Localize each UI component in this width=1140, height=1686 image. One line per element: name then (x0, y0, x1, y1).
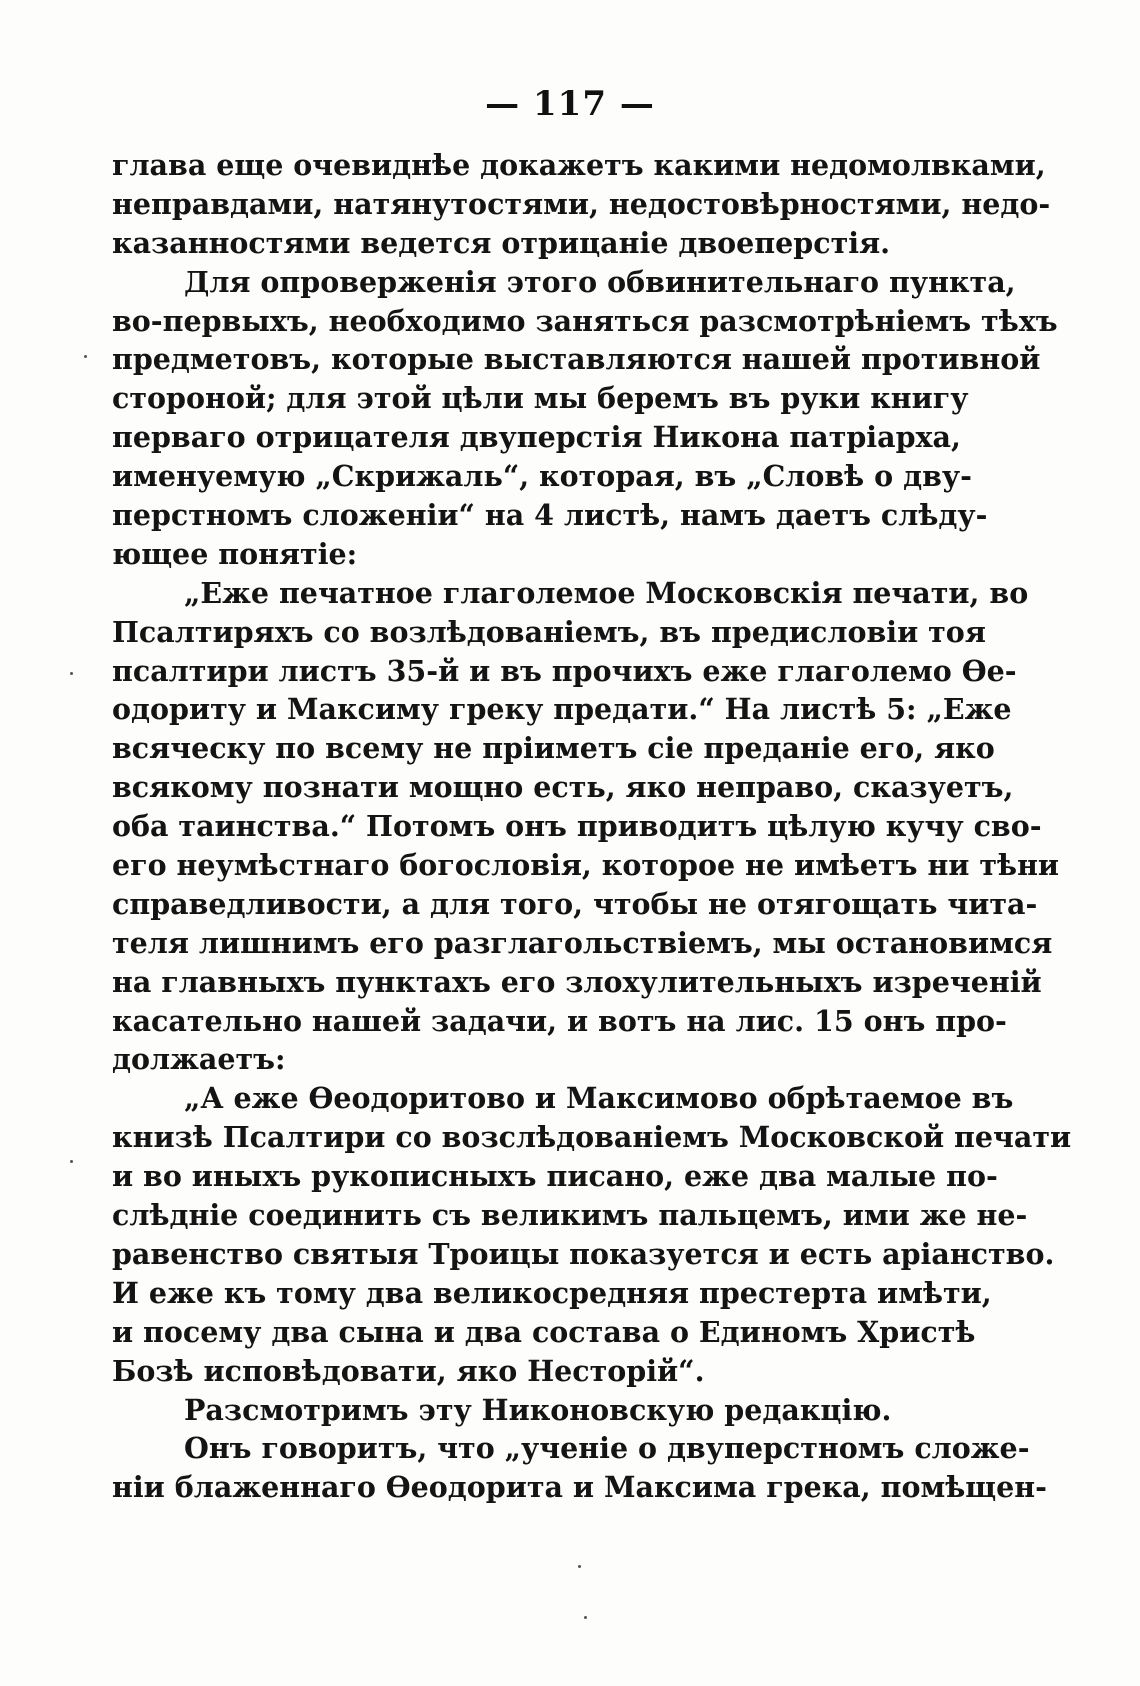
text-line: ніи блаженнаго Ѳеодорита и Максима грека, помѣщен- (112, 1470, 1047, 1505)
text-line: теля лишнимъ его разглагольствіемъ, мы остановимся (112, 925, 1053, 960)
quote-start-line: „Еже печатное глаголемое Московскія печати, во (184, 575, 1029, 610)
text-line: перваго отрицателя двуперстія Никона патріарха, (112, 420, 961, 455)
text-line: касательно нашей задачи, и вотъ на лис. 15 онъ про- (112, 1003, 1007, 1038)
quote-start-line: „А еже Ѳеодоритово и Максимово обрѣтаемое въ (184, 1081, 1014, 1116)
text-line: глава еще очевиднѣе докажетъ какими недомолвками, (112, 148, 1046, 182)
text-line: Бозѣ исповѣдовати, яко Несторій“. (112, 1353, 705, 1388)
text-line: во-первыхъ, необходимо заняться разсмотрѣніемъ тѣхъ (112, 303, 1058, 338)
text-line: всяческу по всему не пріиметъ сіе преданіе его, яко (112, 731, 995, 766)
text-line: казанностями ведется отрицаніе двоеперстія. (112, 225, 891, 260)
text-line: его неумѣстнаго богословія, которое не имѣетъ ни тѣни (112, 848, 1060, 883)
text-line: слѣдніе соединить съ великимъ пальцемъ, ими же не- (112, 1198, 1028, 1233)
text-line: Псалтиряхъ со возлѣдованіемъ, въ предисловіи тоя (112, 614, 986, 649)
text-line: всякому познати мощно есть, яко неправо, сказуетъ, (112, 770, 1014, 805)
text-line: на главныхъ пунктахъ его злохулительныхъ изреченій (112, 964, 1042, 999)
paper-speck (70, 672, 73, 675)
text-line: псалтири листъ 35-й и въ прочихъ еже глаголемо Ѳе- (112, 653, 1017, 688)
text-line: перстномъ сложеніи“ на 4 листѣ, намъ даетъ слѣду- (112, 498, 988, 533)
text-line: и посему два сына и два состава о Единомъ Христѣ (112, 1314, 976, 1349)
text-line: ющее понятіе: (112, 536, 358, 571)
text-line: справедливости, а для того, чтобы не отягощать чита- (112, 886, 1038, 921)
text-line: стороной; для этой цѣли мы беремъ въ руки книгу (112, 381, 969, 416)
paragraph-start-line: Онъ говоритъ, что „ученіе о двуперстномъ сложе- (184, 1431, 1030, 1466)
paper-speck (70, 1160, 73, 1163)
text-line: равенство святыя Троицы показуется и есть аріанство. (112, 1236, 1055, 1271)
text-line: И еже къ тому два великосредняя престерта имѣти, (112, 1275, 992, 1310)
text-line: неправдами, натянутостями, недостовѣрностями, недо- (112, 186, 1051, 221)
text-line: предметовъ, которые выставляются нашей противной (112, 342, 1041, 377)
paragraph-start-line: Для опроверженія этого обвинительнаго пункта, (184, 264, 1016, 299)
text-line: именуемую „Скрижаль“, которая, въ „Словѣ о дву- (112, 459, 972, 494)
text-line: одориту и Максиму греку предати.“ На листѣ 5: „Еже (112, 692, 1012, 727)
paper-speck (84, 355, 87, 358)
paper-speck (578, 1565, 581, 1568)
text-line: книзѣ Псалтири со возслѣдованіемъ Московской печати (112, 1120, 1072, 1155)
body-text (112, 146, 1072, 1507)
paragraph-start-line: Разсмотримъ эту Никоновскую редакцію. (184, 1392, 892, 1427)
text-line: оба таинства.“ Потомъ онъ приводитъ цѣлую кучу сво- (112, 809, 1042, 844)
paper-speck (584, 1616, 587, 1619)
text-line: и во иныхъ рукописныхъ писано, еже два малые по- (112, 1159, 998, 1194)
text-line: должаетъ: (112, 1042, 286, 1077)
page-number: — 117 — (485, 84, 655, 124)
